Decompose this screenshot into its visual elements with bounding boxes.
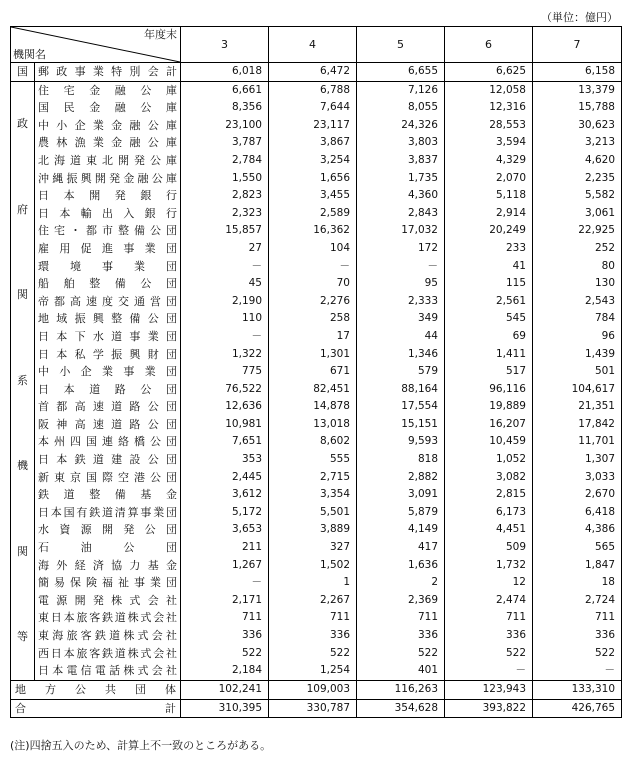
table-row (11, 486, 622, 504)
table-row (11, 557, 622, 575)
cell-value: 2,561 (445, 293, 533, 311)
cell-value: 2,369 (357, 592, 445, 610)
cell-value: 27 (181, 240, 269, 258)
cell-value: 70 (269, 275, 357, 293)
cell-value: 14,878 (269, 398, 357, 416)
cell-value: 6,655 (357, 63, 445, 82)
cell-value: 1,411 (445, 346, 533, 364)
row-name: 日本輸出入銀行 (38, 206, 177, 220)
cell-value: 15,788 (533, 99, 622, 117)
cell-value: 330,787 (269, 699, 357, 718)
row-name: 国民金融公庫 (38, 101, 177, 115)
cell-value: 2,070 (445, 170, 533, 188)
row-name: 帝都高速度交通営団 (38, 294, 177, 308)
table-row (11, 574, 622, 592)
cell-value: 711 (181, 609, 269, 627)
cell-value: 5,501 (269, 504, 357, 522)
cell-value: 15,151 (357, 416, 445, 434)
cell-value: 19,889 (445, 398, 533, 416)
table-row (11, 662, 622, 680)
cell-value: 4,620 (533, 152, 622, 170)
category-char: 政 (17, 117, 28, 131)
table-row (11, 504, 622, 522)
cell-value: 3,091 (357, 486, 445, 504)
header-row (11, 27, 622, 63)
cell-value: 95 (357, 275, 445, 293)
cell-value: － (181, 328, 269, 346)
cell-value: 12,636 (181, 398, 269, 416)
cell-value: 2,823 (181, 187, 269, 205)
row-name: 地方公共団体 (11, 680, 181, 699)
cell-value: 6,018 (181, 63, 269, 82)
cell-value: 2,276 (269, 293, 357, 311)
footnote: (注)四捨五入のため、計算上不一致のところがある。 (10, 739, 272, 752)
cell-value: 5,879 (357, 504, 445, 522)
cell-value: 1,636 (357, 557, 445, 575)
cell-value: 3,612 (181, 486, 269, 504)
cell-value: 522 (445, 645, 533, 663)
cell-value: 7,644 (269, 99, 357, 117)
row-name: 中小企業金融公庫 (38, 118, 177, 132)
cell-value: 775 (181, 363, 269, 381)
cell-value: 579 (357, 363, 445, 381)
cell-value: 2,445 (181, 469, 269, 487)
row-name: 日本開発銀行 (38, 189, 177, 203)
table-row (11, 205, 622, 223)
cell-value: 22,925 (533, 222, 622, 240)
cell-value: 12 (445, 574, 533, 592)
cell-value: 7,651 (181, 433, 269, 451)
row-name: 雇用促進事業団 (38, 241, 177, 255)
row-name: 環境事業団 (38, 259, 177, 273)
cell-value: 2,815 (445, 486, 533, 504)
cell-value: 1,267 (181, 557, 269, 575)
row-name: 日本道路公団 (38, 382, 177, 396)
cell-value: 3,889 (269, 521, 357, 539)
cell-value: 3,354 (269, 486, 357, 504)
table-row (11, 645, 622, 663)
table-row (11, 539, 622, 557)
cell-value: 4,329 (445, 152, 533, 170)
cell-value: 30,623 (533, 117, 622, 135)
cell-value: 2,589 (269, 205, 357, 223)
cell-value: 102,241 (181, 680, 269, 699)
table-row (11, 381, 622, 399)
cell-value: 2,184 (181, 662, 269, 680)
cell-value: 21,351 (533, 398, 622, 416)
table-row (11, 99, 622, 117)
row-name: 石油公団 (38, 541, 177, 555)
cell-value: 1,847 (533, 557, 622, 575)
row-name: 北海道東北開発公庫 (38, 153, 177, 167)
category-char: 系 (17, 373, 28, 387)
cell-value: 11,701 (533, 433, 622, 451)
cell-value: 13,379 (533, 81, 622, 99)
cell-value: 393,822 (445, 699, 533, 718)
cell-value: 1,322 (181, 346, 269, 364)
cell-value: 6,661 (181, 81, 269, 99)
table-row (11, 240, 622, 258)
cell-value: 104,617 (533, 381, 622, 399)
category-kuni: 国 (11, 63, 35, 82)
row-name: 住宅・都市整備公団 (38, 224, 177, 238)
cell-value: 565 (533, 539, 622, 557)
cell-value: 2,843 (357, 205, 445, 223)
cell-value: 20,249 (445, 222, 533, 240)
header-corner (11, 27, 181, 63)
cell-value: 3,803 (357, 134, 445, 152)
row-name: 中小企業事業団 (38, 365, 177, 379)
cell-value: － (445, 662, 533, 680)
cell-value: 133,310 (533, 680, 622, 699)
category-char: 機 (17, 459, 28, 473)
cell-value: 211 (181, 539, 269, 557)
cell-value: 336 (269, 627, 357, 645)
cell-value: 2,882 (357, 469, 445, 487)
cell-value: 5,172 (181, 504, 269, 522)
cell-value: 8,356 (181, 99, 269, 117)
table-row (11, 222, 622, 240)
cell-value: 336 (445, 627, 533, 645)
cell-value: 45 (181, 275, 269, 293)
cell-value: 23,100 (181, 117, 269, 135)
cell-value: 818 (357, 451, 445, 469)
year-header: 4 (269, 27, 357, 63)
cell-value: 13,018 (269, 416, 357, 434)
cell-value: 417 (357, 539, 445, 557)
table-row (11, 152, 622, 170)
cell-value: 4,360 (357, 187, 445, 205)
corner-top-label: 年度末 (144, 28, 177, 41)
cell-value: 401 (357, 662, 445, 680)
cell-value: 517 (445, 363, 533, 381)
cell-value: 15,857 (181, 222, 269, 240)
row-name: 日本電信電話株式会社 (38, 664, 177, 678)
row-name: 首都高速道路公団 (38, 400, 177, 414)
cell-value: 116,263 (357, 680, 445, 699)
cell-value: 1,301 (269, 346, 357, 364)
cell-value: 1,732 (445, 557, 533, 575)
cell-value: 110 (181, 310, 269, 328)
cell-value: 711 (445, 609, 533, 627)
cell-value: 6,788 (269, 81, 357, 99)
table-row (11, 275, 622, 293)
cell-value: 711 (269, 609, 357, 627)
cell-value: 4,149 (357, 521, 445, 539)
cell-value: 501 (533, 363, 622, 381)
cell-value: 2,267 (269, 592, 357, 610)
cell-value: 3,254 (269, 152, 357, 170)
cell-value: 8,055 (357, 99, 445, 117)
row-name: 阪神高速道路公団 (38, 417, 177, 431)
row-name: 電源開発株式会社 (38, 593, 177, 607)
table-row (11, 433, 622, 451)
cell-value: 18 (533, 574, 622, 592)
cell-value: － (269, 258, 357, 276)
cell-value: 10,981 (181, 416, 269, 434)
cell-value: 172 (357, 240, 445, 258)
table-row (11, 310, 622, 328)
table-row (11, 134, 622, 152)
cell-value: 3,867 (269, 134, 357, 152)
cell-value: 509 (445, 539, 533, 557)
row-name: 日本国有鉄道清算事業団 (38, 505, 177, 519)
cell-value: － (357, 258, 445, 276)
category-gov (11, 81, 35, 680)
cell-value: 88,164 (357, 381, 445, 399)
cell-value: 10,459 (445, 433, 533, 451)
category-char: 府 (17, 202, 28, 216)
cell-value: 2,235 (533, 170, 622, 188)
table-row (11, 398, 622, 416)
row-name: 合計 (11, 699, 181, 718)
cell-value: 109,003 (269, 680, 357, 699)
cell-value: 2,715 (269, 469, 357, 487)
cell-value: 24,326 (357, 117, 445, 135)
corner-bottom-label: 機関名 (13, 48, 46, 61)
cell-value: 327 (269, 539, 357, 557)
cell-value: 545 (445, 310, 533, 328)
cell-value: 6,173 (445, 504, 533, 522)
cell-value: 17,842 (533, 416, 622, 434)
cell-value: 522 (181, 645, 269, 663)
cell-value: 130 (533, 275, 622, 293)
row-name: 海外経済協力基金 (38, 558, 177, 572)
cell-value: 3,033 (533, 469, 622, 487)
cell-value: 41 (445, 258, 533, 276)
category-char: 関 (17, 288, 28, 302)
cell-value: 16,207 (445, 416, 533, 434)
cell-value: 4,451 (445, 521, 533, 539)
table-row (11, 521, 622, 539)
cell-value: 3,061 (533, 205, 622, 223)
year-header: 3 (181, 27, 269, 63)
cell-value: 17 (269, 328, 357, 346)
cell-value: 1,439 (533, 346, 622, 364)
year-header: 5 (357, 27, 445, 63)
cell-value: 8,602 (269, 433, 357, 451)
cell-value: 17,032 (357, 222, 445, 240)
cell-value: 6,158 (533, 63, 622, 82)
cell-value: 3,455 (269, 187, 357, 205)
cell-value: 522 (269, 645, 357, 663)
year-header: 6 (445, 27, 533, 63)
category-char: 等 (17, 630, 28, 644)
cell-value: 522 (533, 645, 622, 663)
local-gov-row (11, 680, 622, 699)
row-name: 本州四国連絡橋公団 (38, 435, 177, 449)
cell-value: 1,550 (181, 170, 269, 188)
table-row (11, 451, 622, 469)
cell-value: 6,625 (445, 63, 533, 82)
table-row (11, 469, 622, 487)
table-row (11, 170, 622, 188)
cell-value: 96 (533, 328, 622, 346)
cell-value: 3,594 (445, 134, 533, 152)
cell-value: 3,213 (533, 134, 622, 152)
cell-value: － (533, 662, 622, 680)
cell-value: 3,653 (181, 521, 269, 539)
row-name: 東日本旅客鉄道株式会社 (38, 611, 177, 625)
cell-value: 711 (533, 609, 622, 627)
cell-value: 3,082 (445, 469, 533, 487)
cell-value: 2,670 (533, 486, 622, 504)
row-name: 鉄道整備基金 (38, 488, 177, 502)
row-name: 水資源開発公団 (38, 523, 177, 537)
cell-value: 17,554 (357, 398, 445, 416)
cell-value: 4,386 (533, 521, 622, 539)
cell-value: 1,735 (357, 170, 445, 188)
row-name: 日本鉄道建設公団 (38, 453, 177, 467)
cell-value: － (181, 574, 269, 592)
cell-value: 76,522 (181, 381, 269, 399)
cell-value: 104 (269, 240, 357, 258)
cell-value: 1,052 (445, 451, 533, 469)
cell-value: － (181, 258, 269, 276)
total-row (11, 699, 622, 718)
cell-value: 7,126 (357, 81, 445, 99)
table-row (11, 187, 622, 205)
cell-value: 44 (357, 328, 445, 346)
table-row (11, 609, 622, 627)
cell-value: 28,553 (445, 117, 533, 135)
cell-value: 16,362 (269, 222, 357, 240)
table-row (11, 293, 622, 311)
table-row (11, 363, 622, 381)
table-row (11, 346, 622, 364)
cell-value: 2,333 (357, 293, 445, 311)
row-name: 西日本旅客鉄道株式会社 (38, 646, 177, 660)
cell-value: 671 (269, 363, 357, 381)
cell-value: 2 (357, 574, 445, 592)
cell-value: 1,656 (269, 170, 357, 188)
cell-value: 1,502 (269, 557, 357, 575)
cell-value: 2,914 (445, 205, 533, 223)
cell-value: 23,117 (269, 117, 357, 135)
row-name: 簡易保険福祉事業団 (38, 576, 177, 590)
row-name: 地域振興整備公団 (38, 312, 177, 326)
kuni-row (11, 63, 622, 82)
cell-value: 12,316 (445, 99, 533, 117)
cell-value: 12,058 (445, 81, 533, 99)
cell-value: 353 (181, 451, 269, 469)
unit-label: （単位：億円） (541, 11, 618, 24)
cell-value: 80 (533, 258, 622, 276)
cell-value: 5,582 (533, 187, 622, 205)
cell-value: 3,837 (357, 152, 445, 170)
cell-value: 5,118 (445, 187, 533, 205)
cell-value: 336 (533, 627, 622, 645)
cell-value: 336 (181, 627, 269, 645)
cell-value: 336 (357, 627, 445, 645)
cell-value: 82,451 (269, 381, 357, 399)
category-char: 関 (17, 544, 28, 558)
table-row (11, 81, 622, 99)
cell-value: 1,346 (357, 346, 445, 364)
cell-value: 2,323 (181, 205, 269, 223)
cell-value: 711 (357, 609, 445, 627)
cell-value: 426,765 (533, 699, 622, 718)
cell-value: 349 (357, 310, 445, 328)
cell-value: 252 (533, 240, 622, 258)
cell-value: 2,171 (181, 592, 269, 610)
row-name: 船舶整備公団 (38, 277, 177, 291)
cell-value: 3,787 (181, 134, 269, 152)
cell-value: 2,543 (533, 293, 622, 311)
row-name: 沖縄振興開発金融公庫 (38, 171, 177, 185)
cell-value: 233 (445, 240, 533, 258)
cell-value: 1 (269, 574, 357, 592)
cell-value: 1,254 (269, 662, 357, 680)
row-name: 郵政事業特別会計 (35, 63, 181, 82)
cell-value: 310,395 (181, 699, 269, 718)
cell-value: 6,418 (533, 504, 622, 522)
table-row (11, 627, 622, 645)
cell-value: 6,472 (269, 63, 357, 82)
row-name: 東海旅客鉄道株式会社 (38, 629, 177, 642)
cell-value: 2,784 (181, 152, 269, 170)
cell-value: 2,190 (181, 293, 269, 311)
cell-value: 1,307 (533, 451, 622, 469)
cell-value: 123,943 (445, 680, 533, 699)
table-row (11, 592, 622, 610)
table-row (11, 328, 622, 346)
table-row (11, 258, 622, 276)
row-name: 日本下水道事業団 (38, 329, 177, 343)
cell-value: 9,593 (357, 433, 445, 451)
cell-value: 2,474 (445, 592, 533, 610)
cell-value: 354,628 (357, 699, 445, 718)
table-row (11, 416, 622, 434)
row-name: 新東京国際空港公団 (38, 470, 177, 484)
cell-value: 115 (445, 275, 533, 293)
cell-value: 258 (269, 310, 357, 328)
cell-value: 555 (269, 451, 357, 469)
cell-value: 522 (357, 645, 445, 663)
table-row (11, 117, 622, 135)
debt-table (10, 26, 622, 718)
row-name: 日本私学振興財団 (38, 347, 177, 361)
cell-value: 784 (533, 310, 622, 328)
year-header: 7 (533, 27, 622, 63)
row-name: 住宅金融公庫 (38, 83, 177, 97)
cell-value: 2,724 (533, 592, 622, 610)
cell-value: 96,116 (445, 381, 533, 399)
cell-value: 69 (445, 328, 533, 346)
row-name: 農林漁業金融公庫 (38, 136, 177, 150)
